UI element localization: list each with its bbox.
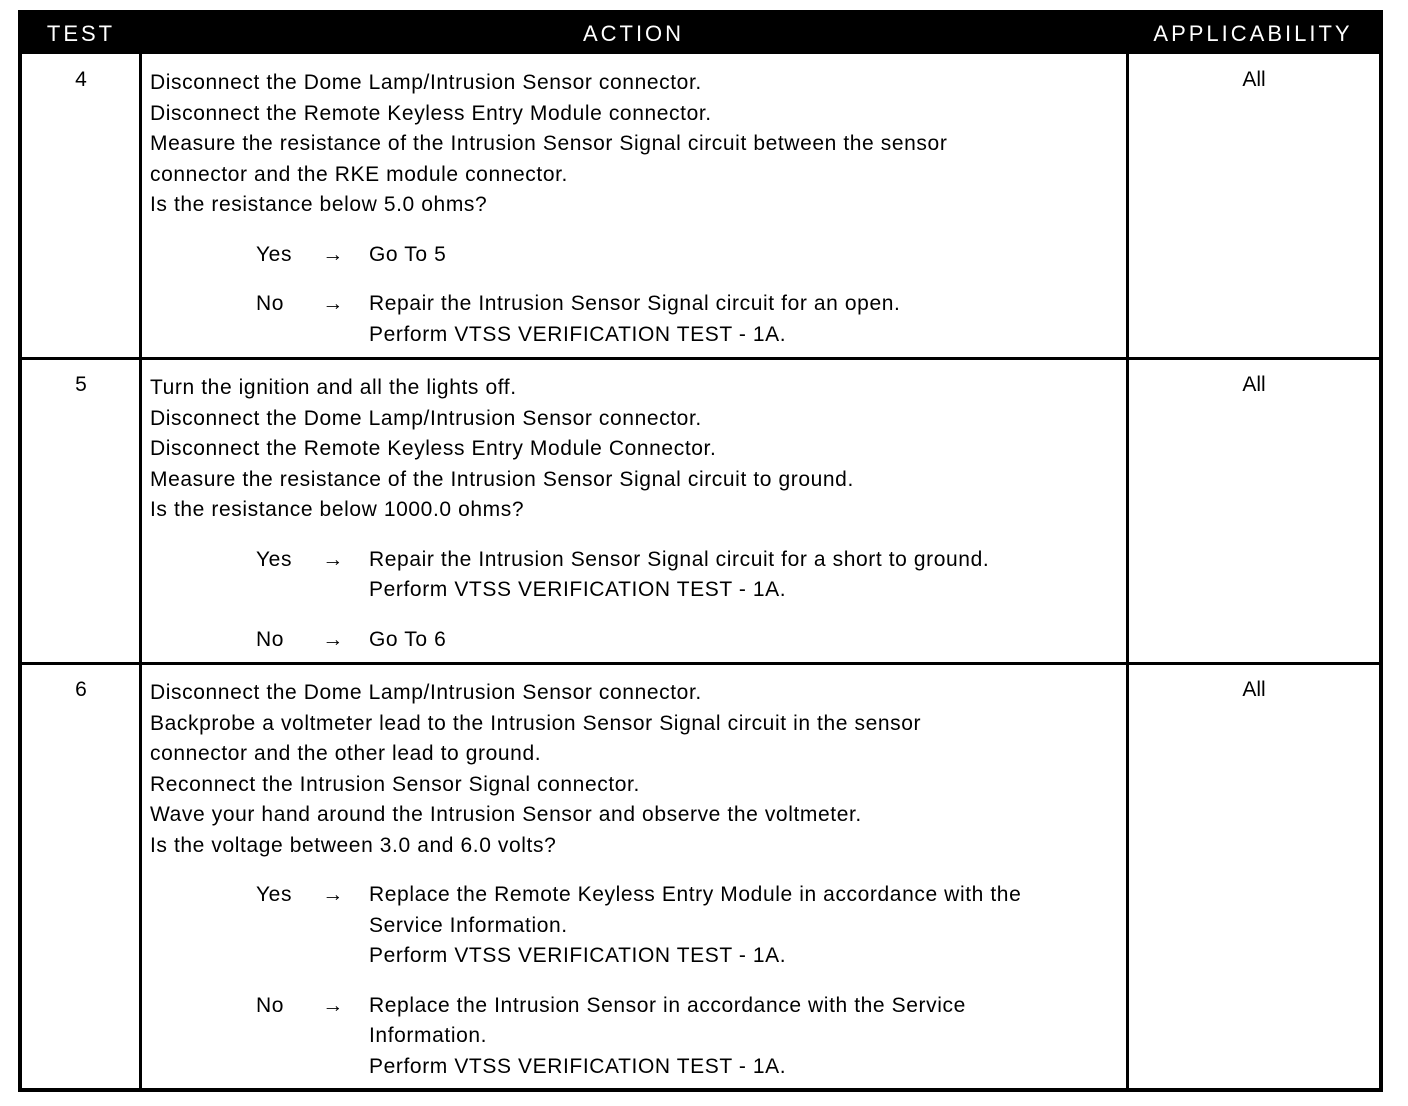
action-question: Is the voltage between 3.0 and 6.0 volts? — [150, 833, 557, 857]
arrow-icon: → — [322, 883, 344, 906]
result-line: Information. — [369, 1024, 488, 1047]
action-step: Disconnect the Dome Lamp/Intrusion Sensor connector. — [150, 71, 702, 94]
result-line: Go To 6 — [369, 627, 447, 651]
action-question: Is the resistance below 1000.0 ohms? — [150, 498, 525, 521]
yes-label: Yes — [256, 242, 293, 266]
result-line: Repair the Intrusion Sensor Signal circuit for a short to ground. — [369, 547, 990, 571]
result-line: Service Information. — [369, 913, 568, 937]
no-label: No — [256, 292, 285, 315]
yes-label: Yes — [256, 547, 293, 571]
yes-result — [256, 880, 1117, 972]
result-line: Perform VTSS VERIFICATION TEST - 1A. — [369, 944, 787, 967]
action-step: Turn the ignition and all the lights off. — [150, 376, 517, 399]
arrow-icon: → — [322, 627, 344, 651]
table-row — [22, 664, 1379, 1092]
applicability-value: All — [1242, 68, 1266, 91]
action-step: Wave your hand around the Intrusion Sensor and observe the voltmeter. — [150, 803, 862, 826]
action-cell — [150, 678, 1117, 1101]
header-applicability: APPLICABILITY — [1153, 21, 1353, 46]
result-line: Repair the Intrusion Sensor Signal circuit for an open. — [369, 292, 901, 315]
action-step: Disconnect the Remote Keyless Entry Module connector. — [150, 101, 712, 125]
action-step: Reconnect the Intrusion Sensor Signal connector. — [150, 772, 640, 796]
table-header — [22, 14, 1379, 54]
yes-result — [256, 240, 1117, 271]
action-step: Backprobe a voltmeter lead to the Intrusion Sensor Signal circuit in the sensor — [150, 711, 922, 735]
applicability-value: All — [1242, 373, 1266, 396]
arrow-icon: → — [322, 547, 344, 571]
result-line: Perform VTSS VERIFICATION TEST - 1A. — [369, 1054, 787, 1078]
result-line: Perform VTSS VERIFICATION TEST - 1A. — [369, 578, 787, 601]
action-step: connector and the RKE module connector. — [150, 162, 568, 186]
no-label: No — [256, 627, 285, 651]
action-step: Measure the resistance of the Intrusion Sensor Signal circuit between the sensor — [150, 132, 948, 155]
result-line: Perform VTSS VERIFICATION TEST - 1A. — [369, 322, 787, 346]
arrow-icon: → — [322, 993, 344, 1017]
yes-label: Yes — [256, 883, 293, 906]
action-step: Disconnect the Dome Lamp/Intrusion Sensor connector. — [150, 406, 702, 430]
result-line: Replace the Intrusion Sensor in accordance with the Service — [369, 993, 966, 1017]
applicability-value: All — [1242, 678, 1266, 701]
test-number: 5 — [75, 373, 87, 396]
no-result — [256, 991, 1117, 1083]
header-test: TEST — [46, 21, 116, 46]
test-number: 6 — [75, 678, 87, 701]
action-step: Measure the resistance of the Intrusion Sensor Signal circuit to ground. — [150, 467, 854, 491]
arrow-icon: → — [322, 242, 344, 266]
action-step: Disconnect the Dome Lamp/Intrusion Sensor connector. — [150, 681, 702, 704]
diagnostic-test-table — [18, 10, 1383, 1092]
action-cell — [150, 373, 1117, 674]
table-row — [22, 54, 1379, 359]
test-number: 4 — [75, 68, 87, 91]
action-cell — [150, 68, 1117, 369]
no-result — [256, 289, 1117, 350]
yes-result — [256, 545, 1117, 606]
no-result — [256, 625, 1117, 656]
result-line: Go To 5 — [369, 242, 447, 266]
action-step: Disconnect the Remote Keyless Entry Module Connector. — [150, 437, 717, 460]
action-step: connector and the other lead to ground. — [150, 742, 542, 765]
table-row — [22, 359, 1379, 664]
header-action: ACTION — [582, 21, 685, 46]
no-label: No — [256, 993, 285, 1017]
result-line: Replace the Remote Keyless Entry Module in accordance with the — [369, 883, 1022, 906]
arrow-icon: → — [322, 292, 344, 315]
action-question: Is the resistance below 5.0 ohms? — [150, 193, 488, 216]
